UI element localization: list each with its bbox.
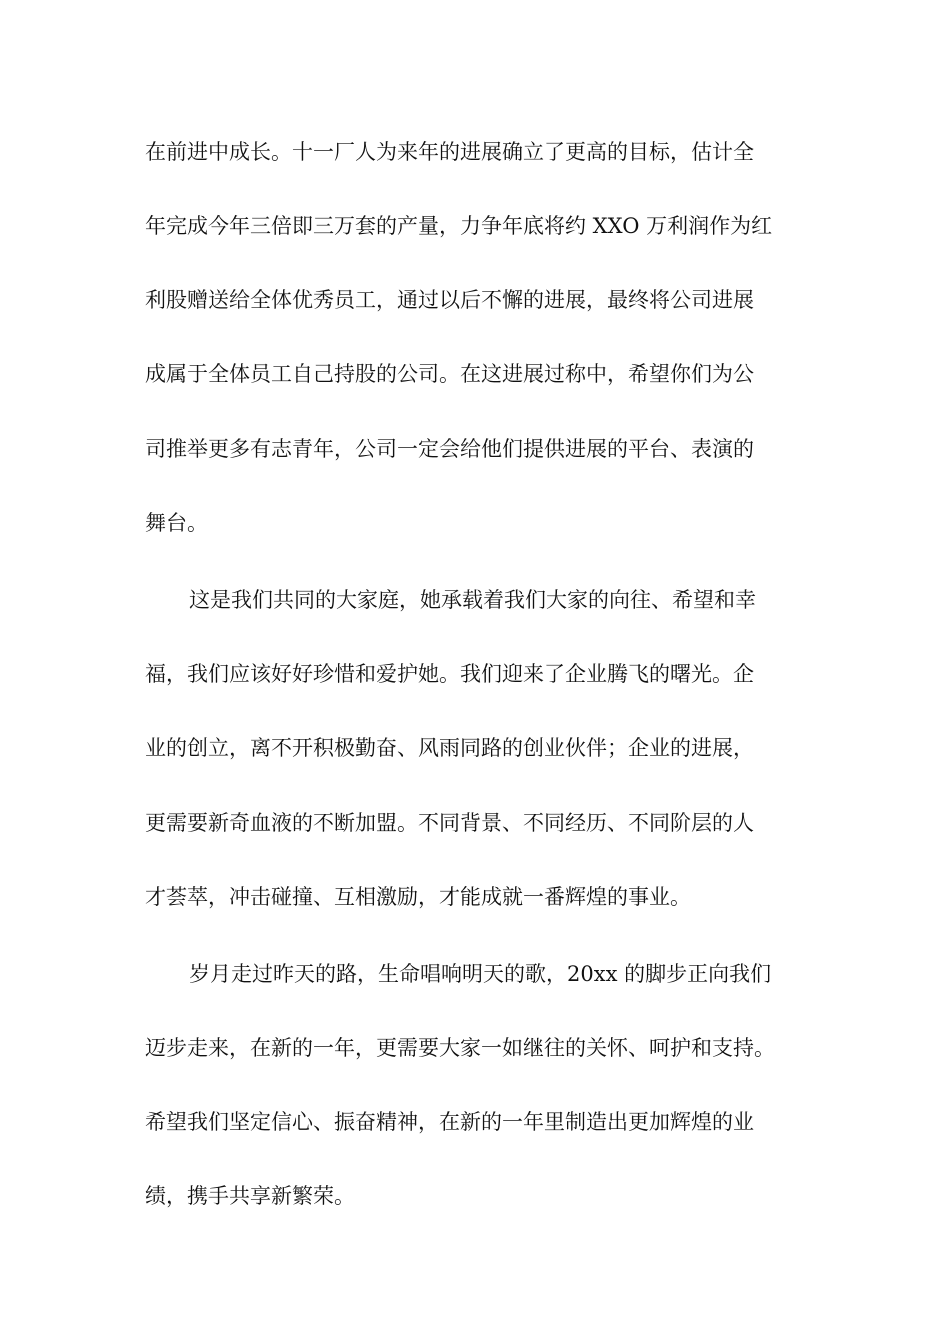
paragraph-line: 在前进中成长。十一厂人为来年的进展确立了更高的目标，估计全 — [145, 140, 754, 164]
paragraph-line: 年完成今年三倍即三万套的产量，力争年底将约 XXO 万利润作为红 — [145, 214, 773, 238]
paragraph-line: 希望我们坚定信心、振奋精神，在新的一年里制造出更加辉煌的业 — [145, 1110, 754, 1134]
paragraph-line: 舞台。 — [145, 511, 208, 535]
paragraph-line: 迈步走来，在新的一年，更需要大家一如继往的关怀、呵护和支持。 — [145, 1036, 775, 1060]
paragraph-line: 更需要新奇血液的不断加盟。不同背景、不同经历、不同阶层的人 — [145, 811, 754, 835]
paragraph-line: 这是我们共同的大家庭，她承载着我们大家的向往、希望和幸 — [189, 588, 756, 612]
paragraph-line: 福，我们应该好好珍惜和爱护她。我们迎来了企业腾飞的曙光。企 — [145, 662, 754, 686]
paragraph-line: 司推举更多有志青年，公司一定会给他们提供进展的平台、表演的 — [145, 437, 754, 461]
paragraph-line: 岁月走过昨天的路，生命唱响明天的歌，20xx 的脚步正向我们 — [189, 962, 772, 986]
paragraph-line: 才荟萃，冲击碰撞、互相激励，才能成就一番辉煌的事业。 — [145, 885, 691, 909]
paragraph-line: 成属于全体员工自己持股的公司。在这进展过称中，希望你们为公 — [145, 362, 754, 386]
paragraph-line: 利股赠送给全体优秀员工，通过以后不懈的进展，最终将公司进展 — [145, 288, 754, 312]
paragraph-line: 绩，携手共享新繁荣。 — [145, 1184, 355, 1208]
paragraph-line: 业的创立，离不开积极勤奋、风雨同路的创业伙伴；企业的进展， — [145, 736, 754, 760]
